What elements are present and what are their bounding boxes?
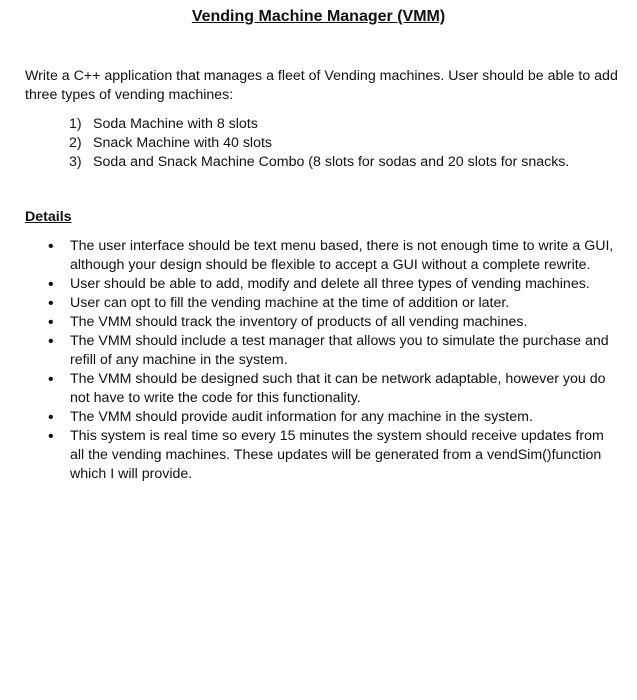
bullet-icon: • (48, 428, 54, 445)
bullet-icon: • (48, 295, 54, 312)
bullet-text: User should be able to add, modify and delete all three types of vending machines. (70, 276, 590, 292)
bullet-text: This system is real time so every 15 minutes the system should receive updates from all the vending machines. These updates will be generated from a vendSim()function which I will provide. (70, 428, 604, 482)
list-item-text: Snack Machine with 40 slots (93, 135, 273, 151)
list-item-number: 2) (69, 135, 82, 151)
list-item-text: Soda Machine with 8 slots (93, 116, 258, 132)
bullet-item (48, 313, 618, 332)
bullet-icon: • (48, 409, 54, 426)
bullet-icon: • (48, 371, 54, 388)
bullet-icon: • (48, 238, 54, 255)
bullet-icon: • (48, 314, 54, 331)
list-item (69, 115, 629, 134)
list-item-number: 3) (69, 154, 82, 170)
details-list (48, 237, 618, 484)
list-item-number: 1) (69, 116, 82, 132)
bullet-item (48, 294, 618, 313)
bullet-text: The VMM should provide audit information for any machine in the system. (70, 409, 533, 425)
page-title: Vending Machine Manager (VMM) (191, 8, 446, 25)
bullet-item (48, 427, 618, 484)
bullet-text: The user interface should be text menu based, there is not enough time to write a GUI, although your design should be flexible to accept a GUI without a complete rewrite. (70, 238, 614, 273)
bullet-text: User can opt to fill the vending machine at the time of addition or later. (70, 295, 510, 311)
list-item-text: Soda and Snack Machine Combo (8 slots for sodas and 20 slots for snacks. (93, 154, 570, 170)
details-heading: Details (25, 209, 72, 225)
machine-types-list (69, 115, 629, 172)
bullet-icon: • (48, 276, 54, 293)
bullet-item (48, 370, 618, 408)
bullet-text: The VMM should include a test manager that allows you to simulate the purchase and refill of any machine in the system. (70, 333, 609, 368)
bullet-item (48, 408, 618, 427)
bullet-item (48, 237, 618, 275)
intro-paragraph: Write a C++ application that manages a fleet of Vending machines. User should be able to add three types of vending machines: (25, 68, 618, 103)
bullet-item (48, 275, 618, 294)
bullet-text: The VMM should track the inventory of products of all vending machines. (70, 314, 528, 330)
list-item (69, 153, 629, 172)
list-item (69, 134, 629, 153)
bullet-icon: • (48, 333, 54, 350)
bullet-text: The VMM should be designed such that it can be network adaptable, however you do not have to write the code for this functionality. (70, 371, 606, 406)
bullet-item (48, 332, 618, 370)
